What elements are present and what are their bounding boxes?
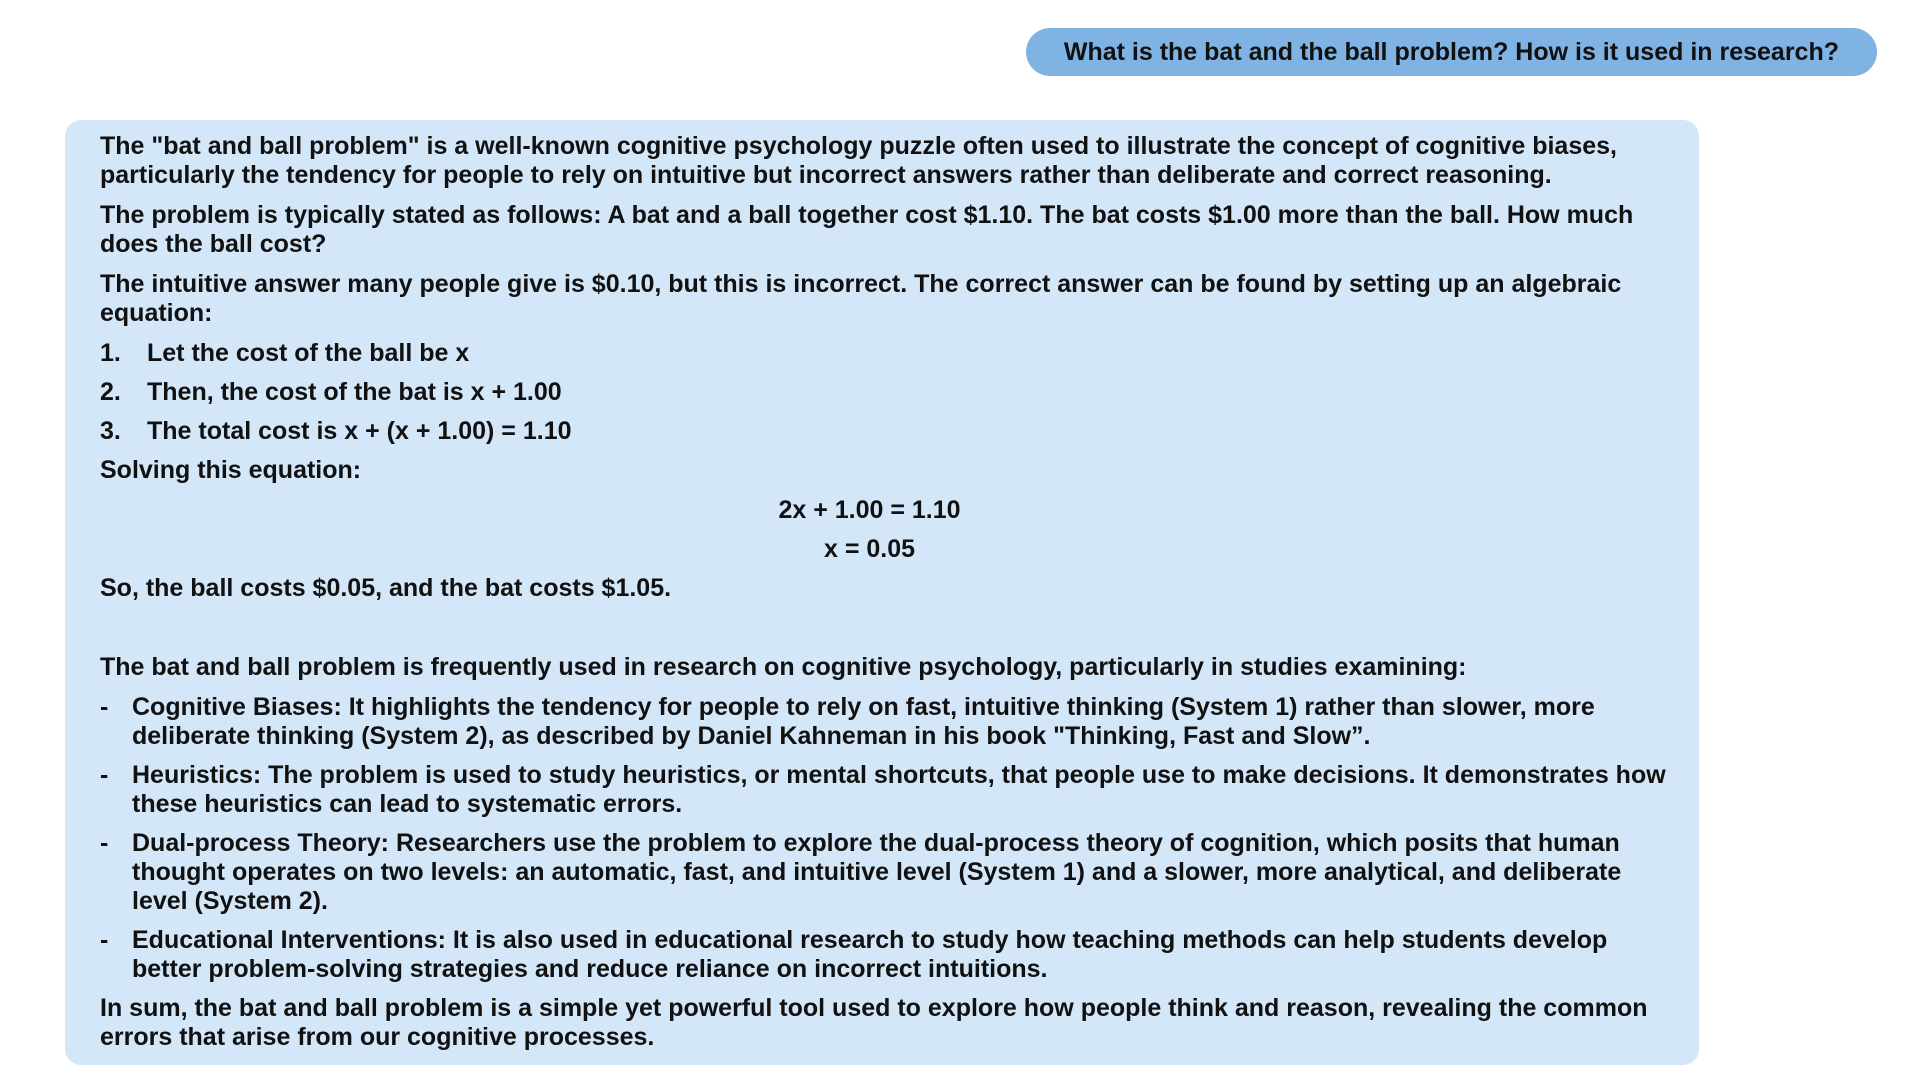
list-item xyxy=(100,378,1669,407)
list-item-text: Let the cost of the ball be x xyxy=(147,339,470,367)
equation: 2x + 1.00 = 1.10 xyxy=(778,496,961,524)
intuitive-answer: The intuitive answer many people give is $0.10, but this is incorrect. The correct answer can be found by setting up an algebraic equation: xyxy=(100,270,1622,327)
list-item xyxy=(100,339,1669,368)
research-points-list xyxy=(100,693,1669,984)
problem-statement: The problem is typically stated as follows: A bat and a ball together cost $1.10. The bat costs $1.00 more than the ball. How much does the ball cost? xyxy=(100,201,1634,258)
research-intro: The bat and ball problem is frequently used in research on cognitive psychology, particularly in studies examining: xyxy=(100,653,1467,681)
list-marker: - xyxy=(100,926,109,954)
solution-steps-list xyxy=(100,339,1669,446)
solution-text: So, the ball costs $0.05, and the bat costs $1.05. xyxy=(100,574,672,602)
list-item-text: The total cost is x + (x + 1.00) = 1.10 xyxy=(147,417,572,445)
list-marker: 1. xyxy=(100,339,121,367)
list-item xyxy=(100,829,1669,916)
list-marker: 3. xyxy=(100,417,121,445)
list-marker: 2. xyxy=(100,378,121,406)
list-item-text: Then, the cost of the bat is x + 1.00 xyxy=(147,378,562,406)
list-marker: - xyxy=(100,693,109,721)
list-item xyxy=(100,693,1669,751)
list-item-text: Heuristics: The problem is used to study heuristics, or mental shortcuts, that people use to make decisions. It demonstrates how these heuristics can lead to systematic errors. xyxy=(132,761,1666,818)
list-marker: - xyxy=(100,761,109,789)
list-marker: - xyxy=(100,829,109,857)
answer-intro: The "bat and ball problem" is a well-known cognitive psychology puzzle often used to illustrate the concept of cognitive biases, particularly the tendency for people to rely on intuitive but incorrect answers rather than deliberate and correct reasoning. xyxy=(100,132,1617,189)
list-item xyxy=(100,417,1669,446)
list-item-text: Educational Interventions: It is also used in educational research to study how teaching methods can help students develop better problem-solving strategies and reduce reliance on incorrect intuitions. xyxy=(132,926,1608,983)
equation: x = 0.05 xyxy=(823,535,916,563)
assistant-answer-card xyxy=(65,120,1699,1065)
list-item xyxy=(100,926,1669,984)
list-item-text: Cognitive Biases: It highlights the tendency for people to rely on fast, intuitive thinking (System 1) rather than slower, more deliberate thinking (System 2), as described by Daniel Kahneman in his book "Thinking, Fast and Slow”. xyxy=(132,693,1595,750)
list-item-text: Dual-process Theory: Researchers use the problem to explore the dual-process theory of cognition, which posits that human thought operates on two levels: an automatic, fast, and intuitive level (System 1) and a slower, more analytical, and deliberate level (System 2). xyxy=(132,829,1622,915)
list-item xyxy=(100,761,1669,819)
solving-label: Solving this equation: xyxy=(100,456,362,484)
conclusion: In sum, the bat and ball problem is a simple yet powerful tool used to explore how people think and reason, revealing the common errors that arise from our cognitive processes. xyxy=(100,994,1648,1051)
user-message-bubble: What is the bat and the ball problem? How is it used in research? xyxy=(1026,28,1877,76)
